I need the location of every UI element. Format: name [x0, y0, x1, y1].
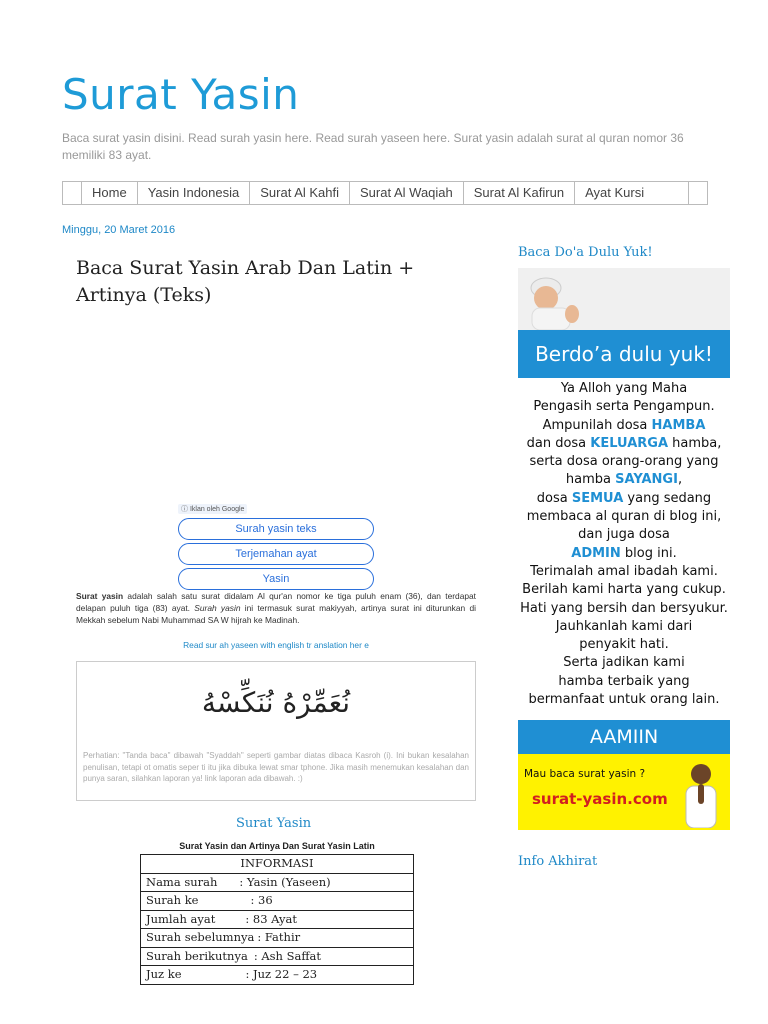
- table-row: [141, 892, 414, 911]
- praying-child-illustration: [524, 274, 584, 330]
- row-value: : Fathir: [257, 930, 301, 945]
- post-date: Minggu, 20 Maret 2016: [62, 224, 176, 236]
- banner-line: [518, 545, 730, 563]
- banner-text: penyakit hati.: [579, 637, 669, 653]
- banner-line: [518, 453, 730, 471]
- english-translation-link[interactable]: Read sur ah yaseen with english tr anslation her e: [183, 640, 369, 650]
- blog-title[interactable]: Surat Yasin: [62, 70, 300, 119]
- table-row: [141, 947, 414, 966]
- banner-heading: Berdo’a dulu yuk!: [518, 330, 730, 378]
- doa-banner[interactable]: [518, 268, 730, 830]
- banner-highlight: ADMIN: [571, 545, 621, 561]
- row-label: Surah berikutnya: [146, 948, 248, 963]
- banner-text: Pengasih serta Pengampun.: [533, 399, 715, 415]
- banner-line: [518, 618, 730, 636]
- table-header: INFORMASI: [141, 855, 414, 874]
- banner-line: [518, 508, 730, 526]
- banner-photo: [518, 268, 730, 330]
- row-label: Surah sebelumnya: [146, 930, 255, 945]
- banner-line: [518, 417, 730, 435]
- banner-line: [518, 691, 730, 709]
- banner-text: Ampunilah dosa: [542, 417, 652, 433]
- nav-edge-left: [63, 182, 82, 204]
- banner-text: hamba: [565, 472, 616, 488]
- row-value: : Juz 22 – 23: [245, 967, 318, 982]
- banner-line: [518, 563, 730, 581]
- nav-item-surat-al-waqiah[interactable]: Surat Al Waqiah: [350, 182, 464, 204]
- nav-item-home[interactable]: Home: [82, 182, 138, 204]
- banner-text: dan juga dosa: [578, 527, 670, 543]
- row-value: : 83 Ayat: [245, 911, 297, 926]
- banner-line: [518, 600, 730, 618]
- banner-text: Jauhkanlah kami dari: [555, 618, 693, 634]
- row-label: Jumlah ayat: [146, 911, 216, 926]
- row-value: : 36: [250, 893, 273, 908]
- banner-highlight: KELUARGA: [590, 435, 669, 451]
- banner-text: yang sedang: [623, 490, 712, 506]
- banner-line: [518, 435, 730, 453]
- intro-italic: Surah yasin: [194, 603, 241, 613]
- nav-item-yasin-indonesia[interactable]: Yasin Indonesia: [138, 182, 251, 204]
- banner-line: [518, 380, 730, 398]
- widget-title-info-akhirat: Info Akhirat: [518, 854, 598, 869]
- nav-edge-right: [688, 182, 707, 204]
- banner-line: [518, 673, 730, 691]
- info-table: [140, 854, 414, 985]
- banner-text: dosa: [536, 490, 572, 506]
- banner-text: ,: [677, 472, 683, 488]
- intro-part1: adalah salah satu surat didalam Al qur'an nomor ke tiga puluh enam (36), dan terdapat delapan puluh tiga (83) ayat.: [76, 591, 476, 613]
- post-title[interactable]: Baca Surat Yasin Arab Dan Latin + Artinya (Teks): [76, 257, 415, 306]
- banner-line: [518, 398, 730, 416]
- banner-line: [518, 654, 730, 672]
- banner-footer: [518, 754, 730, 830]
- intro-bold: Surat yasin: [76, 591, 124, 601]
- widget-title-doa: Baca Do'a Dulu Yuk!: [518, 245, 653, 260]
- table-row: [141, 910, 414, 929]
- arabic-text: نُعَمِّرْهُ نُنَكِّسْهُ: [201, 686, 351, 719]
- table-row: [141, 873, 414, 892]
- banner-text: hamba,: [668, 435, 722, 451]
- ad-link-terjemahan-ayat[interactable]: Terjemahan ayat: [178, 543, 374, 565]
- banner-highlight: HAMBA: [651, 417, 706, 433]
- banner-text: Hati yang bersih dan bersyukur.: [520, 600, 728, 616]
- row-label: Surah ke: [146, 893, 199, 908]
- table-caption: Surat Yasin dan Artinya Dan Surat Yasin Latin: [179, 841, 375, 851]
- banner-question: Mau baca surat yasin ?: [524, 768, 646, 780]
- table-row: [141, 966, 414, 985]
- banner-aamiin: AAMIIN: [518, 720, 730, 754]
- ad-link-yasin[interactable]: Yasin: [178, 568, 374, 590]
- info-icon: ⓘ: [181, 506, 188, 513]
- ad-link-surah-yasin-teks[interactable]: Surah yasin teks: [178, 518, 374, 540]
- banner-text: Terimalah amal ibadah kami.: [530, 563, 718, 579]
- main-nav: [62, 181, 708, 205]
- nav-item-ayat-kursi[interactable]: Ayat Kursi: [585, 185, 645, 200]
- blog-description: Baca surat yasin disini. Read surah yasin here. Read surah yaseen here. Surat yasin adalah surat al quran nomor 36 memiliki 83 ayat.: [62, 131, 684, 162]
- row-label: Juz ke: [146, 967, 182, 982]
- banner-text: membaca al quran di blog ini,: [526, 509, 722, 525]
- thinking-man-illustration: [678, 758, 724, 828]
- banner-text: serta dosa orang-orang yang: [529, 454, 719, 470]
- banner-line: [518, 471, 730, 489]
- banner-line: [518, 526, 730, 544]
- banner-highlight: SEMUA: [571, 490, 624, 506]
- banner-highlight: SAYANGI: [615, 472, 678, 488]
- banner-url: surat-yasin.com: [532, 790, 668, 808]
- arabic-notice-box: [76, 661, 476, 801]
- banner-text: Serta jadikan kami: [563, 655, 685, 671]
- notice-text: Perhatian: "Tanda baca" dibawah "Syaddah" seperti gambar diatas dibaca Kasroh (i). Ini bukan kesalahan penulisan, tetapi ot omatis seper ti itu jika dibuka lewat smar tphone. Jika masih menemukan kesalahan dan punya saran, silahkan laporan ya! link laporan ada dibawah. :): [83, 751, 469, 783]
- nav-item-surat-al-kahfi[interactable]: Surat Al Kahfi: [250, 182, 350, 204]
- ad-label[interactable]: [178, 504, 247, 514]
- row-value: : Ash Saffat: [253, 948, 321, 963]
- banner-prayer: [518, 380, 730, 709]
- intro-part2: ini termasuk surat makiyyah, artinya surat ini diturunkan di Mekkah sebelum Nabi Muhammad SA W hijrah ke Madinah.: [76, 603, 476, 625]
- row-value: : Yasin (Yaseen): [239, 874, 331, 889]
- banner-text: bermanfaat untuk orang lain.: [528, 692, 720, 708]
- section-heading: Surat Yasin: [236, 816, 312, 831]
- ad-label-text: Iklan oleh Google: [189, 506, 245, 513]
- post-intro: [76, 590, 476, 626]
- banner-text: blog ini.: [620, 545, 677, 561]
- banner-line: [518, 636, 730, 654]
- banner-text: Berilah kami harta yang cukup.: [522, 582, 726, 598]
- table-row: [141, 929, 414, 948]
- banner-text: hamba terbaik yang: [558, 673, 690, 689]
- banner-line: [518, 490, 730, 508]
- row-label: Nama surah: [146, 874, 218, 889]
- banner-line: [518, 581, 730, 599]
- banner-text: Ya Alloh yang Maha: [560, 381, 688, 396]
- nav-item-surat-al-kafirun[interactable]: Surat Al Kafirun: [464, 182, 575, 204]
- banner-text: dan dosa: [526, 435, 591, 451]
